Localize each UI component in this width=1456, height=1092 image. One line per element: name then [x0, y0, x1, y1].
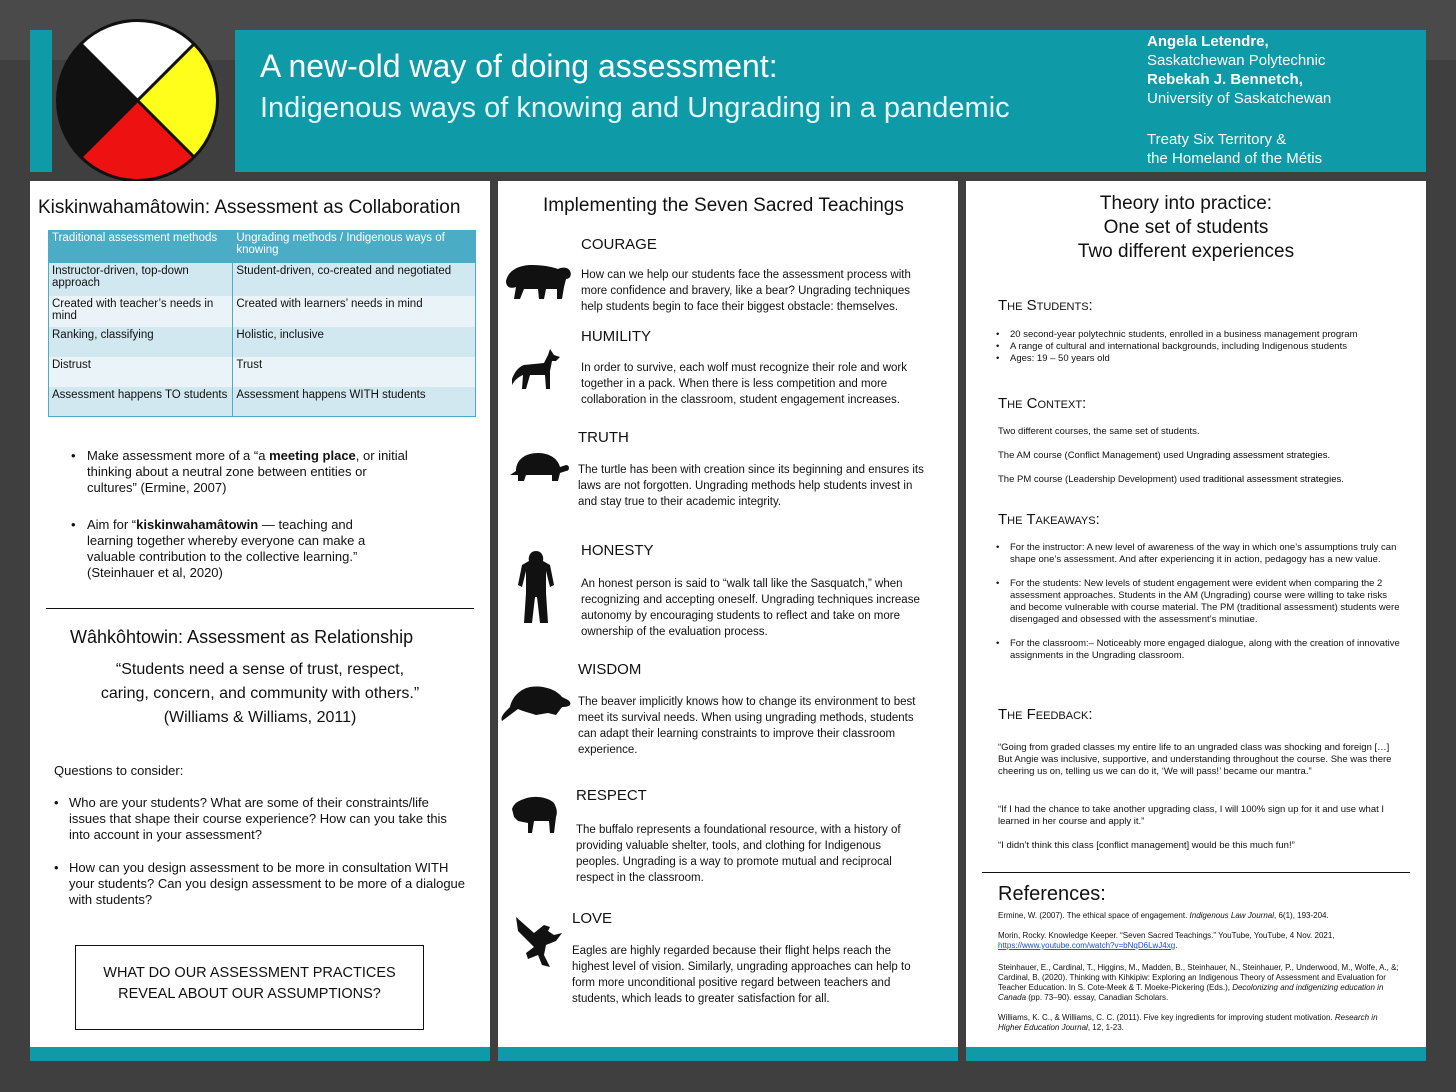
table-cell: Created with learners’ needs in mind — [233, 296, 476, 327]
ref-text: Morin, Rocky. Knowledge Keeper. “Seven Sacred Teachings.” YouTube, YouTube, 4 Nov. 2021, — [998, 931, 1335, 940]
comparison-table — [48, 230, 476, 417]
table-row — [49, 263, 476, 296]
table-cell: Assessment happens WITH students — [233, 387, 476, 417]
wolf-icon — [510, 347, 562, 391]
practice-heading-2: One set of students — [1103, 217, 1269, 238]
takeaway-text: : A new level of awareness of the way in which one’s assumptions truly can shape one’s assessment. And after experiencing it in action, pedagogy has a new value. — [1010, 542, 1397, 565]
table-cell: Assessment happens TO students — [49, 387, 233, 417]
reference-1 — [998, 911, 1403, 921]
table-cell: Trust — [233, 357, 476, 387]
poster-title: A new-old way of doing assessment: — [260, 48, 778, 84]
ref-text: Ermine, W. (2007). The ethical space of engagement. — [998, 911, 1190, 920]
takeaway-text: : New levels of student engagement were evident when comparing the 2 assessment approaches. Students in the AM (Ungrading) course were willing to take risks and become vulnerable with course material. The PM (traditional assessment) students were disengaged and obsessed with the assessment’s minutiae. — [1010, 578, 1400, 625]
reference-2: Morin, Rocky. Knowledge Keeper. “Seven Sacred Teachings.” YouTube, YouTube, 4 Nov. 2021, https://www.youtube.com/watch?v=bNqD6LwJ4xg. — [998, 931, 1335, 950]
bullet-emphasis: meeting place — [269, 448, 356, 463]
table-row — [49, 327, 476, 357]
table-cell: Created with teacher’s needs in mind — [49, 296, 233, 327]
assumptions-callout-box — [75, 945, 424, 1030]
teaching-text-humility: In order to survive, each wolf must recognize their role and work together in a pack. When there is less competition and more collaboration in the classroom, student engagement increases. — [581, 362, 907, 406]
table-cell: Instructor-driven, top-down approach — [49, 263, 233, 296]
panel-theory-practice — [966, 181, 1426, 1061]
section-divider — [982, 872, 1410, 873]
territory-line2: the Homeland of the Métis — [1147, 150, 1323, 167]
context-text: The AM course (Conflict Management) used — [998, 450, 1187, 461]
question-item-2 — [54, 860, 469, 908]
teaching-title-humility: HUMILITY — [581, 328, 652, 345]
panel-collaboration — [30, 181, 490, 1061]
youtube-link[interactable]: https://www.youtube.com/watch?v=bNqD6LwJ4xg — [998, 941, 1176, 950]
takeaway-emphasis: classroom — [1042, 638, 1087, 649]
callout-line-2: REVEAL ABOUT OUR ASSUMPTIONS? — [118, 986, 381, 1002]
list-item — [994, 578, 1400, 626]
feedback-quote-1: “Going from graded classes my entire life to an ungraded class was shocking and foreign […] But Angie was inclusive, supportive, and understanding throughout the course. She was there cheering us on, telling us we can do it, ‘We will pass!’ became our mantra.” — [998, 742, 1392, 777]
ref-book: Decolonizing and indigenizing education in Canada — [998, 983, 1384, 1002]
ref-text: (pp. 73–90). essay, Canadian Scholars. — [1026, 993, 1169, 1002]
teaching-text-love: Eagles are highly regarded because their flight helps reach the highest level of vision. Similarly, ungrading approaches can help to form more unconditional positive regard between teachers and students, which leads to greater satisfaction for all. — [572, 945, 911, 1005]
territory-line1: Treaty Six Territory & — [1147, 131, 1287, 148]
panel-footer-bar — [498, 1047, 958, 1061]
list-item: • 20 second-year polytechnic students, enrolled in a business management program — [994, 329, 1404, 341]
bullet-text: Make assessment more of a “a — [87, 448, 270, 463]
takeaway-text: For the — [1010, 578, 1043, 589]
bullet-dot: • — [71, 517, 76, 532]
bullet-dot: • — [71, 448, 76, 463]
teaching-title-love: LOVE — [572, 910, 613, 927]
table-cell: Student-driven, co-created and negotiated — [233, 263, 476, 296]
table-header-traditional: Traditional assessment methods — [49, 231, 233, 263]
meeting-place-bullet — [71, 448, 417, 496]
reference-4 — [998, 1013, 1403, 1033]
takeaways-list — [994, 542, 1400, 662]
teachings-heading: Implementing the Seven Sacred Teachings — [543, 195, 904, 216]
references-label: References: — [998, 883, 1106, 905]
teaching-title-honesty: HONESTY — [581, 542, 654, 559]
teaching-title-courage: COURAGE — [581, 236, 657, 253]
takeaway-text: :– Noticeably more engaged dialogue, along with the creation of innovative assignments in the Ungrading classroom. — [1010, 638, 1400, 661]
context-label: The Context: — [998, 395, 1087, 412]
list-item: • A range of cultural and international backgrounds, including Indigenous students — [994, 341, 1404, 353]
context-line-1: Two different courses, the same set of students. — [998, 426, 1200, 437]
bullet-dot: • — [54, 795, 59, 810]
feedback-quote-2: “If I had the chance to take another upgrading class, I will 100% sign up for it and use what I learned in her course and apply it.” — [998, 804, 1385, 827]
teaching-title-truth: TRUTH — [578, 429, 629, 446]
ref-text: Steinhauer, E., Cardinal, T., Higgins, M., Madden, B., Steinhauer, N., Steinhauer, P., Underwood, M., Wolfe, A., &; Cardinal, B. (2020). Thinking with Kihkipiw: Exploring an Indigenous Theory of Assessment and Evaluation for Teacher Education. In S. Cote-Meek & T. Moeke-Pickering (Eds.), — [998, 963, 1399, 992]
table-cell: Holistic, inclusive — [233, 327, 476, 357]
header-accent-bar — [30, 30, 52, 172]
panel-footer-bar — [966, 1047, 1426, 1061]
author2-org: University of Saskatchewan — [1147, 90, 1332, 107]
kiskinwahamatowin-bullet — [71, 517, 387, 581]
list-item: • Ages: 19 – 50 years old — [994, 353, 1404, 365]
panel-footer-bar — [30, 1047, 490, 1061]
teaching-text-wisdom: The beaver implicitly knows how to change its environment to best meet its survival needs. When using ungrading methods, students can adapt their learning constraints to improve their classroom experience. — [578, 696, 916, 756]
question-text: Who are your students? What are some of their constraints/life issues that shape their course experience? How can you take this into account in your assessment? — [69, 795, 447, 842]
teaching-text-honesty: An honest person is said to “walk tall like the Sasquatch,” when recognizing and accepting oneself. Ungrading techniques increase autonomy by encouraging students to reflect and take on more ownership of the evaluation process. — [581, 578, 920, 638]
callout-line-1: WHAT DO OUR ASSESSMENT PRACTICES — [103, 965, 396, 981]
ref-journal: Research in Higher Education Journal — [998, 1013, 1378, 1032]
questions-label: Questions to consider: — [54, 763, 184, 778]
practice-heading-3: Two different experiences — [1077, 241, 1295, 262]
takeaway-text: For the — [1010, 638, 1043, 649]
author1-org: Saskatchewan Polytechnic — [1147, 52, 1326, 69]
context-emphasis: traditional assessment strategies — [1202, 474, 1342, 485]
medicine-wheel-icon — [55, 18, 220, 183]
table-header-ungrading: Ungrading methods / Indigenous ways of knowing — [233, 231, 476, 263]
takeaway-text: For the — [1010, 542, 1043, 553]
ref-text: , 12, 1-23. — [1087, 1023, 1124, 1032]
bullet-text: , or initial thinking about a neutral zone between entities or cultures” (Ermine, 2007) — [87, 448, 408, 495]
ref-text: , 6(1), 193-204. — [1274, 911, 1329, 920]
teaching-title-respect: RESPECT — [576, 787, 647, 804]
question-text: How can you design assessment to be more in consultation WITH your students? Can you design assessment to be more of a dialogue with students? — [69, 860, 466, 907]
takeaway-emphasis: instructor — [1042, 542, 1082, 553]
feedback-label: The Feedback: — [998, 706, 1093, 723]
students-label: The Students: — [998, 297, 1093, 314]
turtle-icon — [508, 449, 570, 483]
feedback-quote-3: “I didn’t think this class [conflict management] would be this much fun!” — [998, 840, 1295, 851]
section-divider — [46, 608, 474, 609]
relationship-heading: Wâhkôhtowin: Assessment as Relationship — [70, 627, 414, 647]
context-line-2: The AM course (Conflict Management) used Ungrading assessment strategies. — [998, 450, 1331, 461]
quote-citation: (Williams & Williams, 2011) — [163, 709, 357, 726]
context-text: The PM course (Leadership Development) used — [998, 474, 1203, 485]
table-cell: Distrust — [49, 357, 233, 387]
ref-text: Williams, K. C., & Williams, C. C. (2011). Five key ingredients for improving student motivation. — [998, 1013, 1335, 1022]
question-item-1 — [54, 795, 469, 843]
quote-line-2: caring, concern, and community with others.” — [100, 685, 420, 702]
teaching-title-wisdom: WISDOM — [578, 661, 642, 678]
teaching-text-respect: The buffalo represents a foundational resource, with a history of providing valuable shelter, tools, and clothing for Indigenous peoples. Ungrading is a way to promote mutual and reciprocal respect in the classroom. — [576, 824, 901, 884]
beaver-icon — [500, 683, 574, 727]
table-cell: Ranking, classifying — [49, 327, 233, 357]
buffalo-icon — [510, 795, 566, 835]
context-line-3: The PM course (Leadership Development) used traditional assessment strategies. — [998, 474, 1344, 485]
quote-line-1: “Students need a sense of trust, respect, — [115, 661, 405, 678]
table-row — [49, 387, 476, 417]
takeaway-emphasis: students — [1042, 578, 1079, 589]
table-row — [49, 296, 476, 327]
bullet-emphasis: kiskinwahamâtowin — [136, 517, 259, 532]
bullet-dot: • — [54, 860, 59, 875]
poster-header — [235, 30, 1426, 172]
list-item — [994, 638, 1400, 662]
collaboration-heading: Kiskinwahamâtowin: Assessment as Collaboration — [38, 197, 461, 218]
sasquatch-icon — [516, 549, 556, 625]
students-list — [994, 329, 1404, 365]
practice-heading-1: Theory into practice: — [1099, 193, 1273, 214]
authors-block — [1147, 32, 1331, 168]
context-emphasis: Ungrading assessment strategies — [1186, 450, 1328, 461]
bear-icon — [502, 259, 574, 301]
author2-name: Rebekah J. Bennetch, — [1147, 71, 1303, 88]
bullet-text: — teaching and learning together whereby everyone can make a valuable contribution to the collective learning.” (Steinhauer et al, 2020) — [87, 517, 366, 580]
takeaways-label: The Takeaways: — [998, 511, 1100, 528]
reference-3 — [998, 963, 1403, 1003]
panel-seven-teachings — [498, 181, 958, 1061]
eagle-icon — [514, 915, 564, 969]
author1-name: Angela Letendre, — [1147, 33, 1269, 50]
teaching-text-truth: The turtle has been with creation since its beginning and ensures its laws are not forgotten. Ungrading methods help students invest in and stay true to their academic integrity. — [578, 464, 924, 508]
list-item — [994, 542, 1400, 566]
table-row — [49, 357, 476, 387]
teaching-text-courage: How can we help our students face the assessment process with more confidence and bravery, like a bear? Ungrading techniques help students begin to face their biggest obstacle: themselves. — [581, 269, 911, 313]
ref-journal: Indigenous Law Journal — [1189, 911, 1275, 920]
bullet-text: Aim for “ — [87, 517, 137, 532]
poster-subtitle: Indigenous ways of knowing and Ungrading in a pandemic — [260, 92, 1010, 124]
